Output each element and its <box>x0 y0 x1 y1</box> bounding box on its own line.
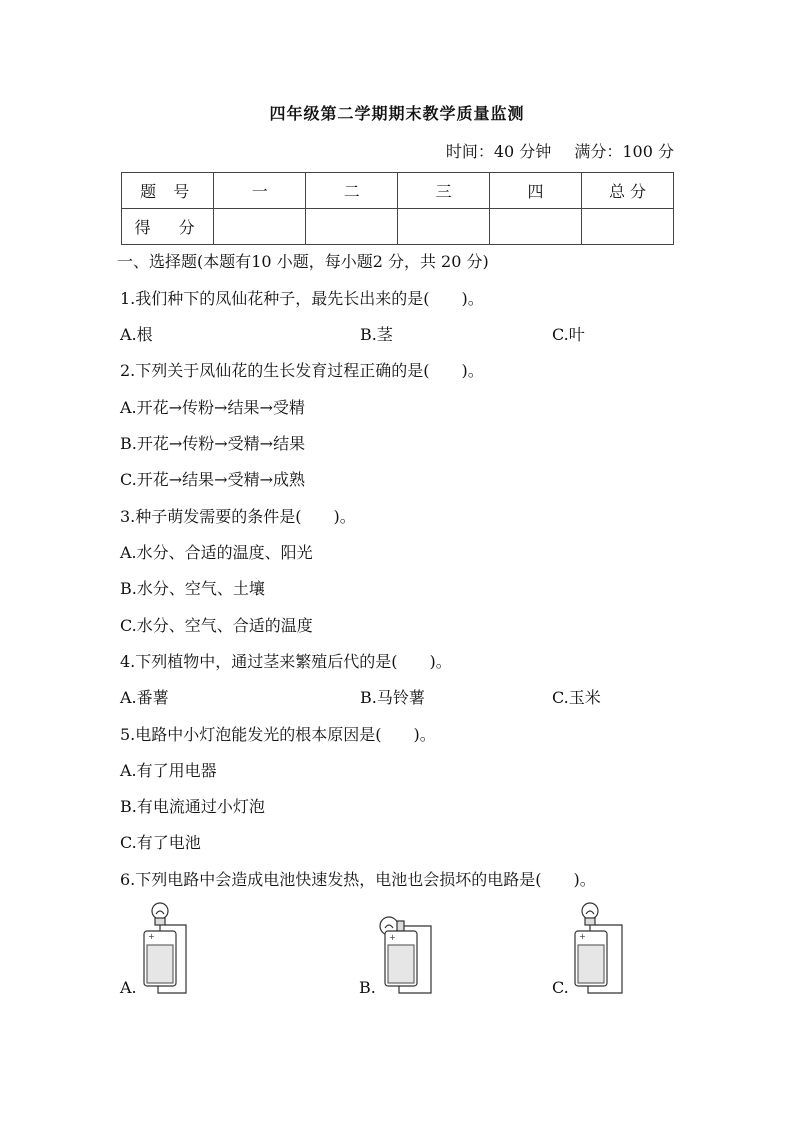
option[interactable]: C.有了电池 <box>120 833 201 852</box>
option[interactable]: B.有电流通过小灯泡 <box>120 797 265 816</box>
option[interactable]: C.开花→结果→受精→成熟 <box>120 470 305 489</box>
score-cell: 四 <box>490 173 582 209</box>
score-cell: 三 <box>398 173 490 209</box>
exam-title: 四年级第二学期期末教学质量监测 <box>269 104 525 123</box>
section-heading: 一、选择题(本题有10 小题，每小题2 分，共 20 分) <box>117 252 489 271</box>
option[interactable]: C.玉米 <box>552 688 601 707</box>
exam-meta <box>446 139 674 162</box>
score-cell: 一 <box>214 173 306 209</box>
score-blank-cell[interactable] <box>214 209 306 245</box>
svg-text:+: + <box>389 933 396 942</box>
figure-label: C. <box>552 978 569 997</box>
score-table-score-row <box>122 209 674 245</box>
option[interactable]: C.水分、空气、合适的温度 <box>120 616 313 635</box>
option-row <box>120 685 640 708</box>
option[interactable]: B.水分、空气、土壤 <box>120 579 265 598</box>
svg-text:+: + <box>148 932 155 941</box>
question-stem: 2.下列关于凤仙花的生长发育过程正确的是( )。 <box>120 361 484 380</box>
score-blank-cell[interactable] <box>306 209 398 245</box>
score-table <box>121 172 674 245</box>
option[interactable]: A.水分、合适的温度、阳光 <box>120 543 313 562</box>
figure-label: B. <box>359 978 376 997</box>
exam-full-score: 满分：100 分 <box>574 142 674 161</box>
score-blank-cell[interactable] <box>490 209 582 245</box>
score-cell: 得 分 <box>122 209 214 245</box>
option[interactable]: B.开花→传粉→受精→结果 <box>120 434 306 453</box>
option[interactable]: C.叶 <box>552 325 585 344</box>
score-table-header-row <box>122 173 674 209</box>
option[interactable]: A.番薯 <box>120 688 169 707</box>
score-cell: 二 <box>306 173 398 209</box>
figure-label: A. <box>120 978 137 997</box>
circuit-figure-b[interactable] <box>359 898 439 998</box>
exam-time: 时间：40 分钟 <box>445 142 552 161</box>
circuit-figure-a[interactable] <box>120 898 200 998</box>
option[interactable]: A.有了用电器 <box>120 761 217 780</box>
score-blank-cell[interactable] <box>398 209 490 245</box>
circuit-figure-c[interactable] <box>552 898 632 998</box>
score-cell: 题 号 <box>122 173 214 209</box>
question-stem: 5.电路中小灯泡能发光的根本原因是( )。 <box>120 725 436 744</box>
question-stem: 4.下列植物中，通过茎来繁殖后代的是( )。 <box>120 652 452 671</box>
question-stem: 6.下列电路中会造成电池快速发热，电池也会损坏的电路是( )。 <box>120 870 596 889</box>
option[interactable]: B.马铃薯 <box>360 688 425 707</box>
option[interactable]: A.开花→传粉→结果→受精 <box>120 398 305 417</box>
question-stem: 3.种子萌发需要的条件是( )。 <box>120 507 356 526</box>
question-stem: 1.我们种下的凤仙花种子，最先长出来的是( )。 <box>120 289 484 308</box>
option-row <box>120 322 640 345</box>
option[interactable]: B.茎 <box>360 325 393 344</box>
score-cell: 总 分 <box>582 173 674 209</box>
option[interactable]: A.根 <box>120 325 153 344</box>
svg-text:+: + <box>579 932 586 941</box>
score-blank-cell[interactable] <box>582 209 674 245</box>
